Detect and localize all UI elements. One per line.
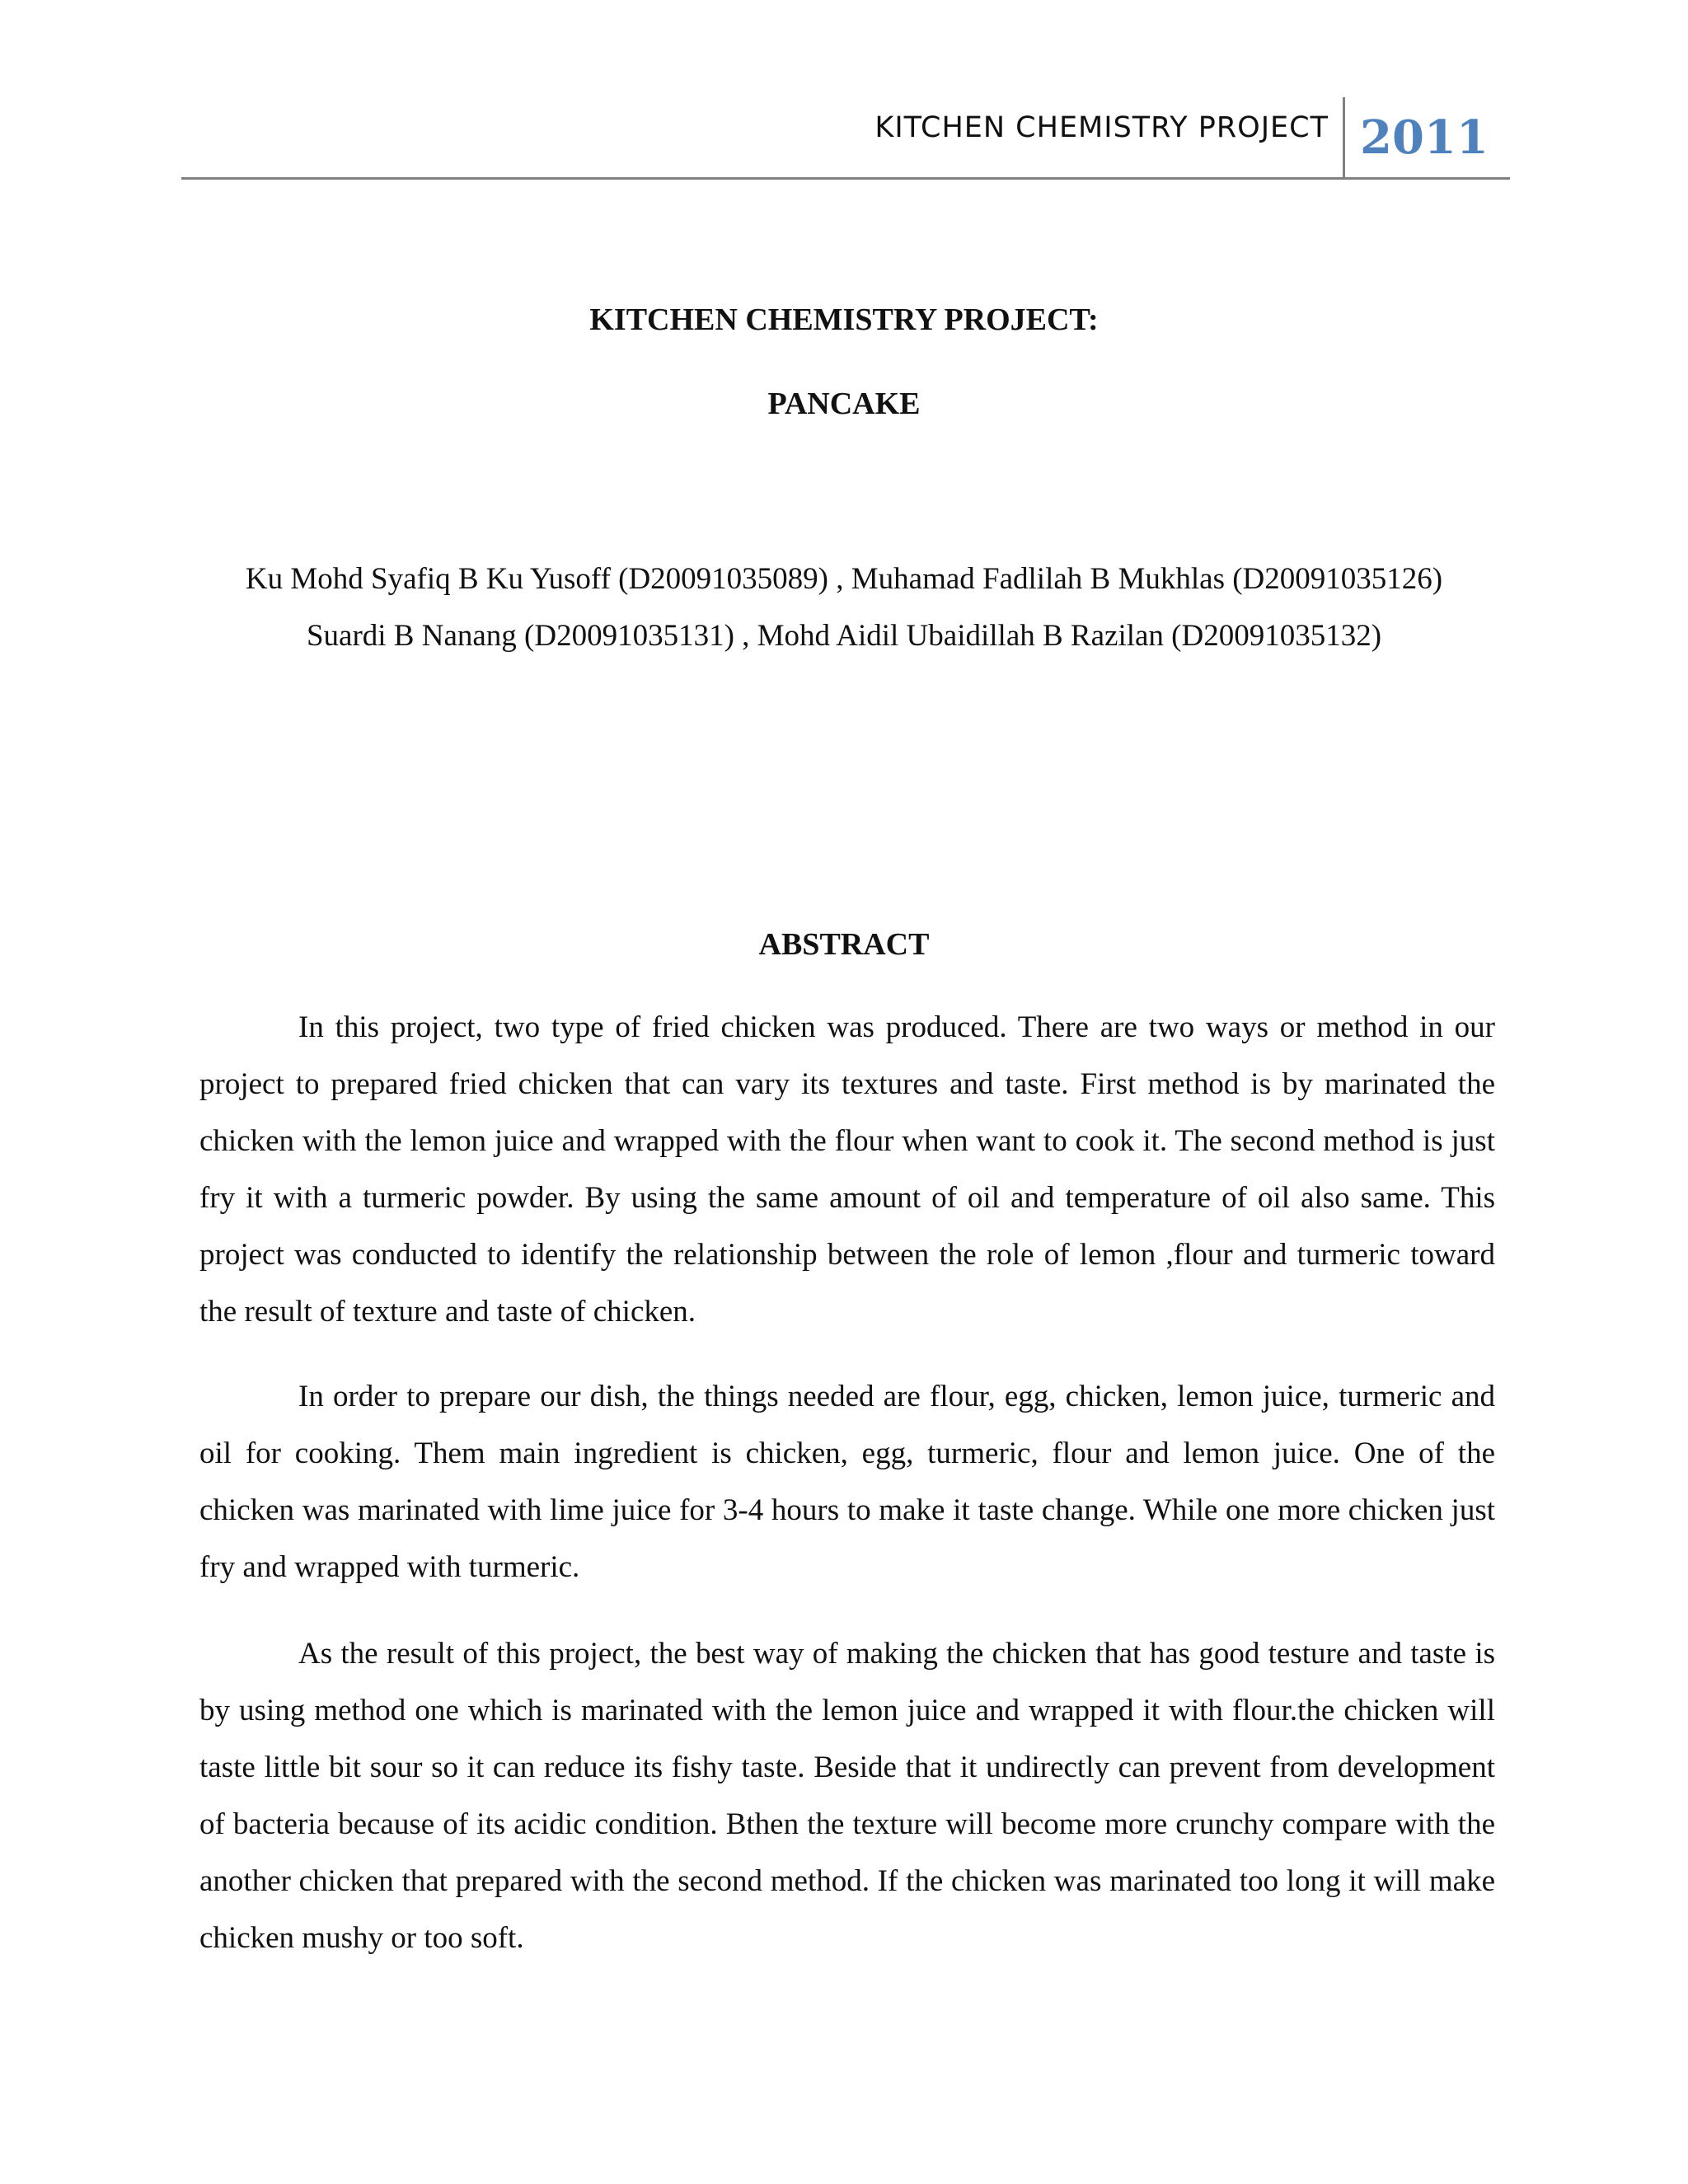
abstract-paragraph: In this project, two type of fried chicken was produced. There are two ways or method in our project to prepared fried chicken that can vary its textures and taste. First method is by marinated the chicken with the lemon juice and wrapped with the flour when want to cook it. The second method is just fry it with a turmeric powder. By using the same amount of oil and temperature of oil also same. This project was conducted to identify the relationship between the role of lemon ,flour and turmeric toward the result of texture and taste of chicken. [199, 1010, 1495, 1329]
header-title: KITCHEN CHEMISTRY PROJECT [874, 111, 1329, 144]
document-subtitle: PANCAKE [767, 387, 921, 421]
abstract-paragraph: As the result of this project, the best way of making the chicken that has good testure and taste is by using method one which is marinated with the lemon juice and wrapped it with flour.the chicken will taste little bit sour so it can reduce its fishy taste. Beside that it undirectly can prevent from development of bacteria because of its acidic condition. Bthen the texture will become more crunchy compare with the another chicken that prepared with the second method. If the chicken was marinated too long it will make chicken mushy or too soft. [199, 1637, 1495, 1955]
header-rule [181, 177, 1510, 180]
page-header [181, 97, 1510, 180]
header-divider [1343, 97, 1345, 180]
document-title: KITCHEN CHEMISTRY PROJECT: [589, 302, 1099, 337]
abstract-paragraph: In order to prepare our dish, the things needed are flour, egg, chicken, lemon juice, turmeric and oil for cooking. Them main ingredient is chicken, egg, turmeric, flour and lemon juice. One of the chicken was marinated with lime juice for 3-4 hours to make it taste change. While one more chicken just fry and wrapped with turmeric. [199, 1380, 1495, 1584]
abstract-heading: ABSTRACT [758, 927, 930, 962]
header-year: 2011 [1360, 110, 1489, 165]
author-list: Ku Mohd Syafiq B Ku Yusoff (D20091035089) , Muhamad Fadlilah B Mukhlas (D20091035126) Suardi B Nanang (D20091035131) , Mohd Aidil Ubaidillah B Razilan (D20091035132) [245, 562, 1443, 653]
